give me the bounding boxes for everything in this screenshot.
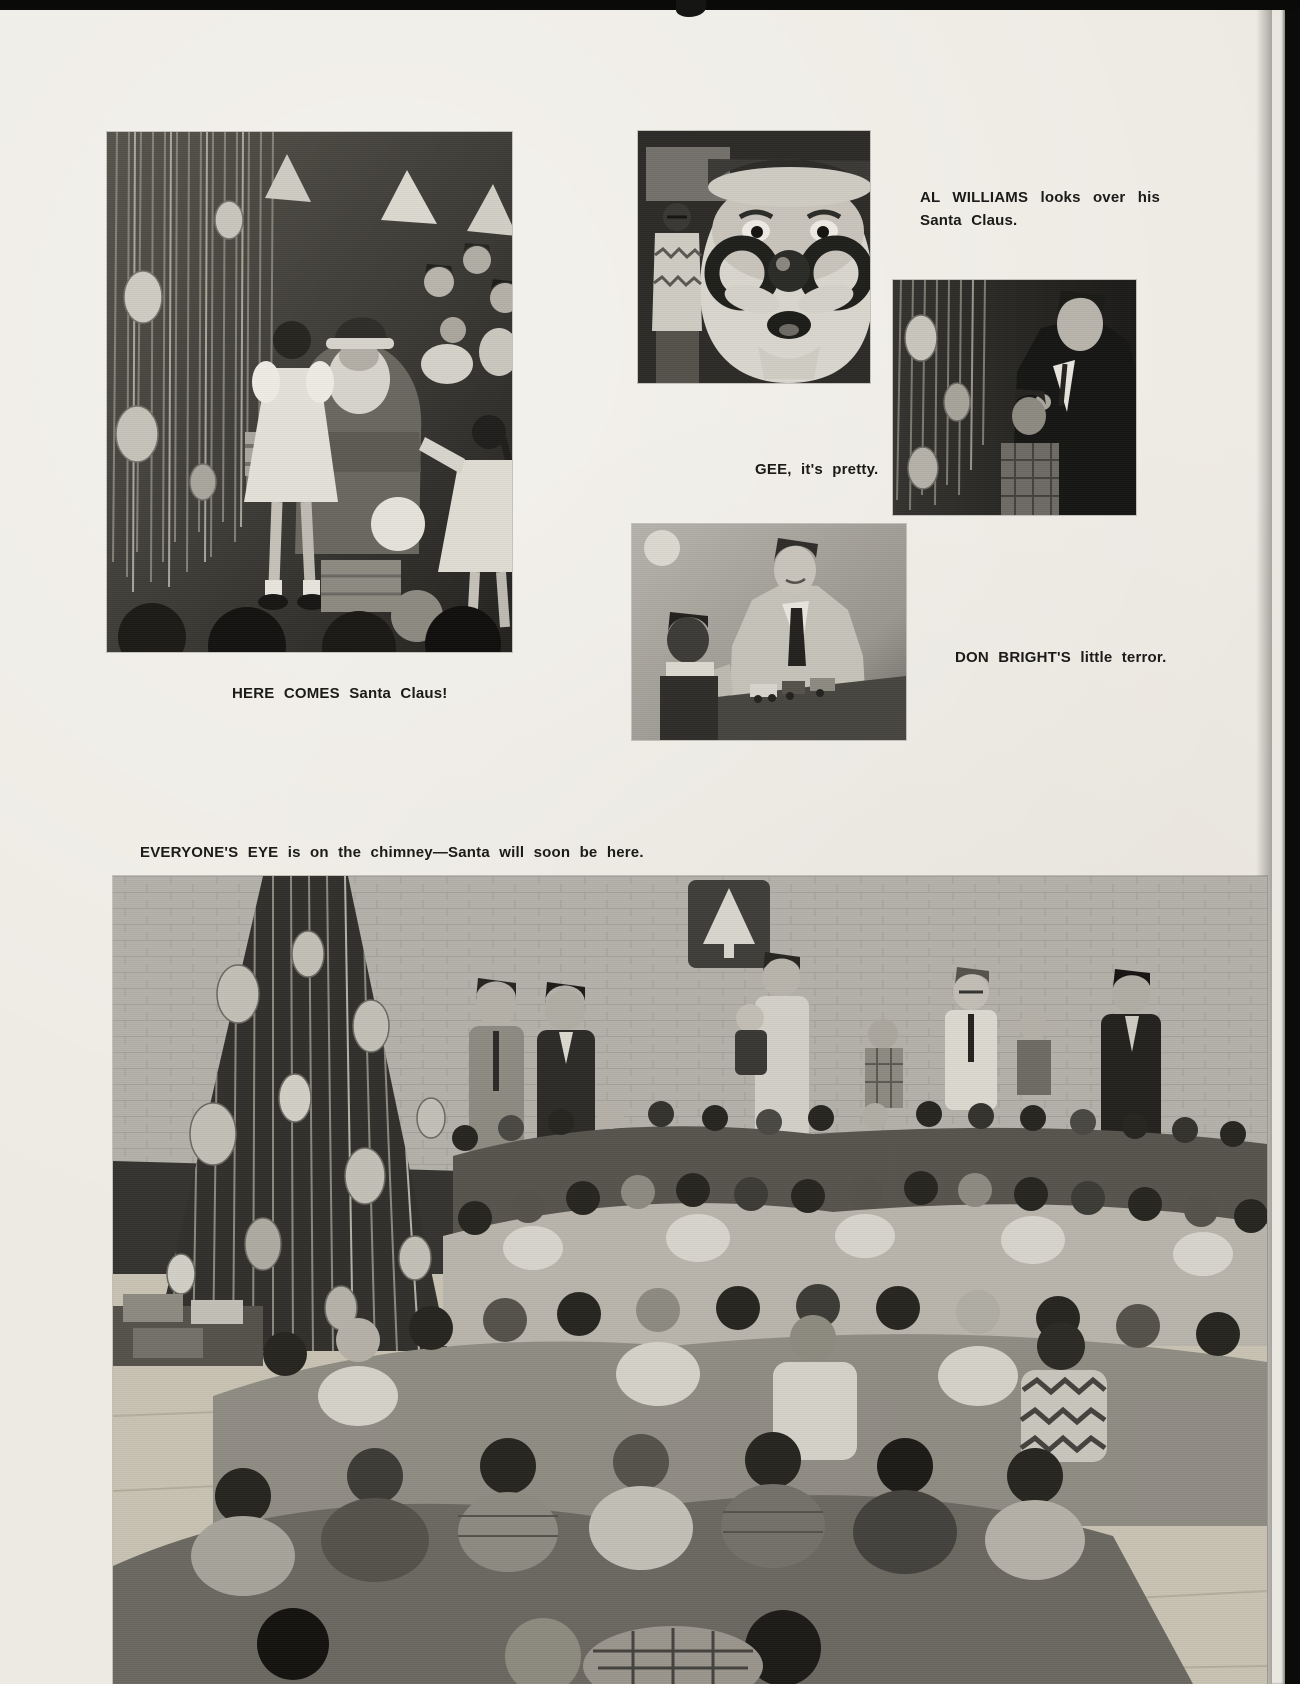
photo-santa-mask-art bbox=[638, 131, 870, 383]
photo-al-williams-art bbox=[893, 280, 1136, 515]
caption-don-bright: DON BRIGHT'S little terror. bbox=[955, 649, 1167, 666]
wall-tree-emblem bbox=[688, 880, 770, 968]
photo-don-bright bbox=[632, 524, 906, 740]
caption-gee: GEE, it's pretty. bbox=[755, 461, 879, 478]
santa-nose bbox=[768, 250, 810, 292]
photo-santa-mask bbox=[638, 131, 870, 383]
white-balloon bbox=[371, 497, 425, 551]
page-edge-sliver bbox=[1272, 6, 1285, 1684]
caption-here-comes: HERE COMES Santa Claus! bbox=[232, 685, 448, 702]
photo-gym-crowd bbox=[113, 876, 1267, 1684]
gift-boxes bbox=[321, 560, 401, 612]
photo-santa-gifts bbox=[107, 132, 512, 652]
scan-top-black-strip bbox=[0, 0, 1300, 10]
balloon-blob bbox=[644, 530, 680, 566]
caption-al-williams: AL WILLIAMS looks over his Santa Claus. bbox=[920, 189, 1160, 230]
photo-al-williams bbox=[893, 280, 1136, 515]
santa-face bbox=[700, 159, 870, 383]
caption-everyones-eye: EVERYONE'S EYE is on the chimney—Santa will soon be here. bbox=[140, 844, 644, 861]
photo-gym-crowd-art bbox=[113, 876, 1267, 1684]
photo-don-bright-art bbox=[632, 524, 906, 740]
photo-santa-gifts-art bbox=[107, 132, 512, 652]
